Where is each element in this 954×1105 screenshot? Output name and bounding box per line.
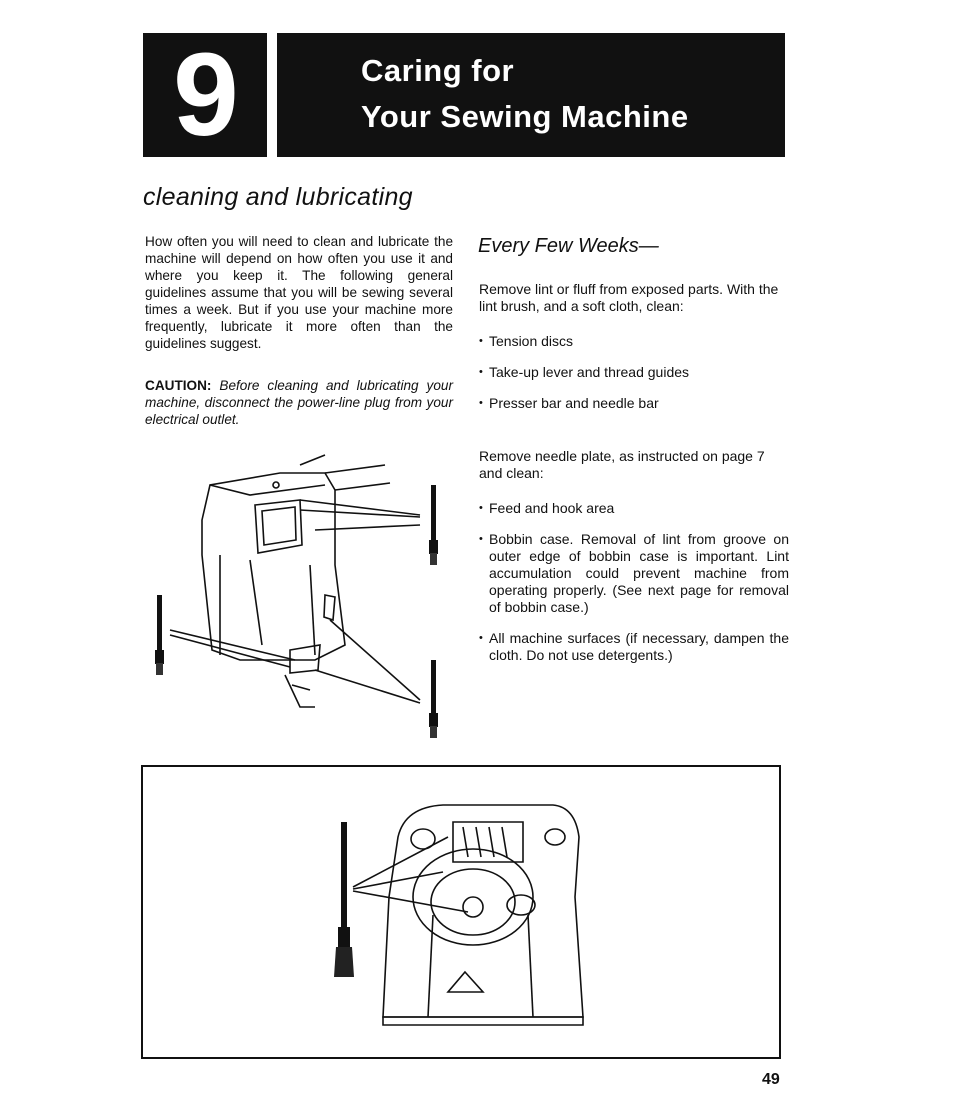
feed-and-hook-area-illustration <box>143 767 779 1057</box>
page-number: 49 <box>762 1071 780 1088</box>
chapter-title-bar <box>277 33 785 157</box>
list-item: • Tension discs <box>479 333 789 350</box>
needle-plate-instructions: Remove needle plate, as instructed on page 7 and clean: <box>479 448 765 481</box>
section-heading: cleaning and lubricating <box>143 183 413 211</box>
list-item: • Take-up lever and thread guides <box>479 364 789 381</box>
list-item: • Presser bar and needle bar <box>479 395 789 412</box>
list-item: • All machine surfaces (if necessary, dampen the cloth. Do not use detergents.) <box>479 630 789 664</box>
chapter-title-line-2: Your Sewing Machine <box>361 99 689 134</box>
clean-list-exposed <box>479 333 789 426</box>
chapter-title-line-1: Caring for <box>361 53 515 88</box>
sewing-machine-head-illustration <box>150 445 450 745</box>
lint-instructions: Remove lint or fluff from exposed parts. With the lint brush, and a soft cloth, clean: <box>479 281 779 314</box>
list-item: • Bobbin case. Removal of lint from groove on outer edge of bobbin case is important. Lint accumulation could prevent machine from operating properly. (See next page for removal of bobbin case.) <box>479 531 789 616</box>
intro-paragraph: How often you will need to clean and lubricate the machine will depend on how often you use it and where you keep it. The following general guidelines assume that you will be sewing several times a week. But if you use your machine more frequently, lubricate it more often than the guidelines suggest. <box>145 234 453 351</box>
list-item: • Feed and hook area <box>479 500 789 517</box>
clean-list-hook-area <box>479 500 789 678</box>
caution-note <box>145 377 453 428</box>
caution-text: Before cleaning and lubricating your machine, disconnect the power-line plug from your electrical outlet. <box>145 378 453 427</box>
caution-label: CAUTION: <box>145 378 212 393</box>
every-few-weeks-heading: Every Few Weeks— <box>478 235 659 257</box>
hook-area-illustration-panel <box>141 765 781 1059</box>
chapter-number: 9 <box>143 33 267 157</box>
